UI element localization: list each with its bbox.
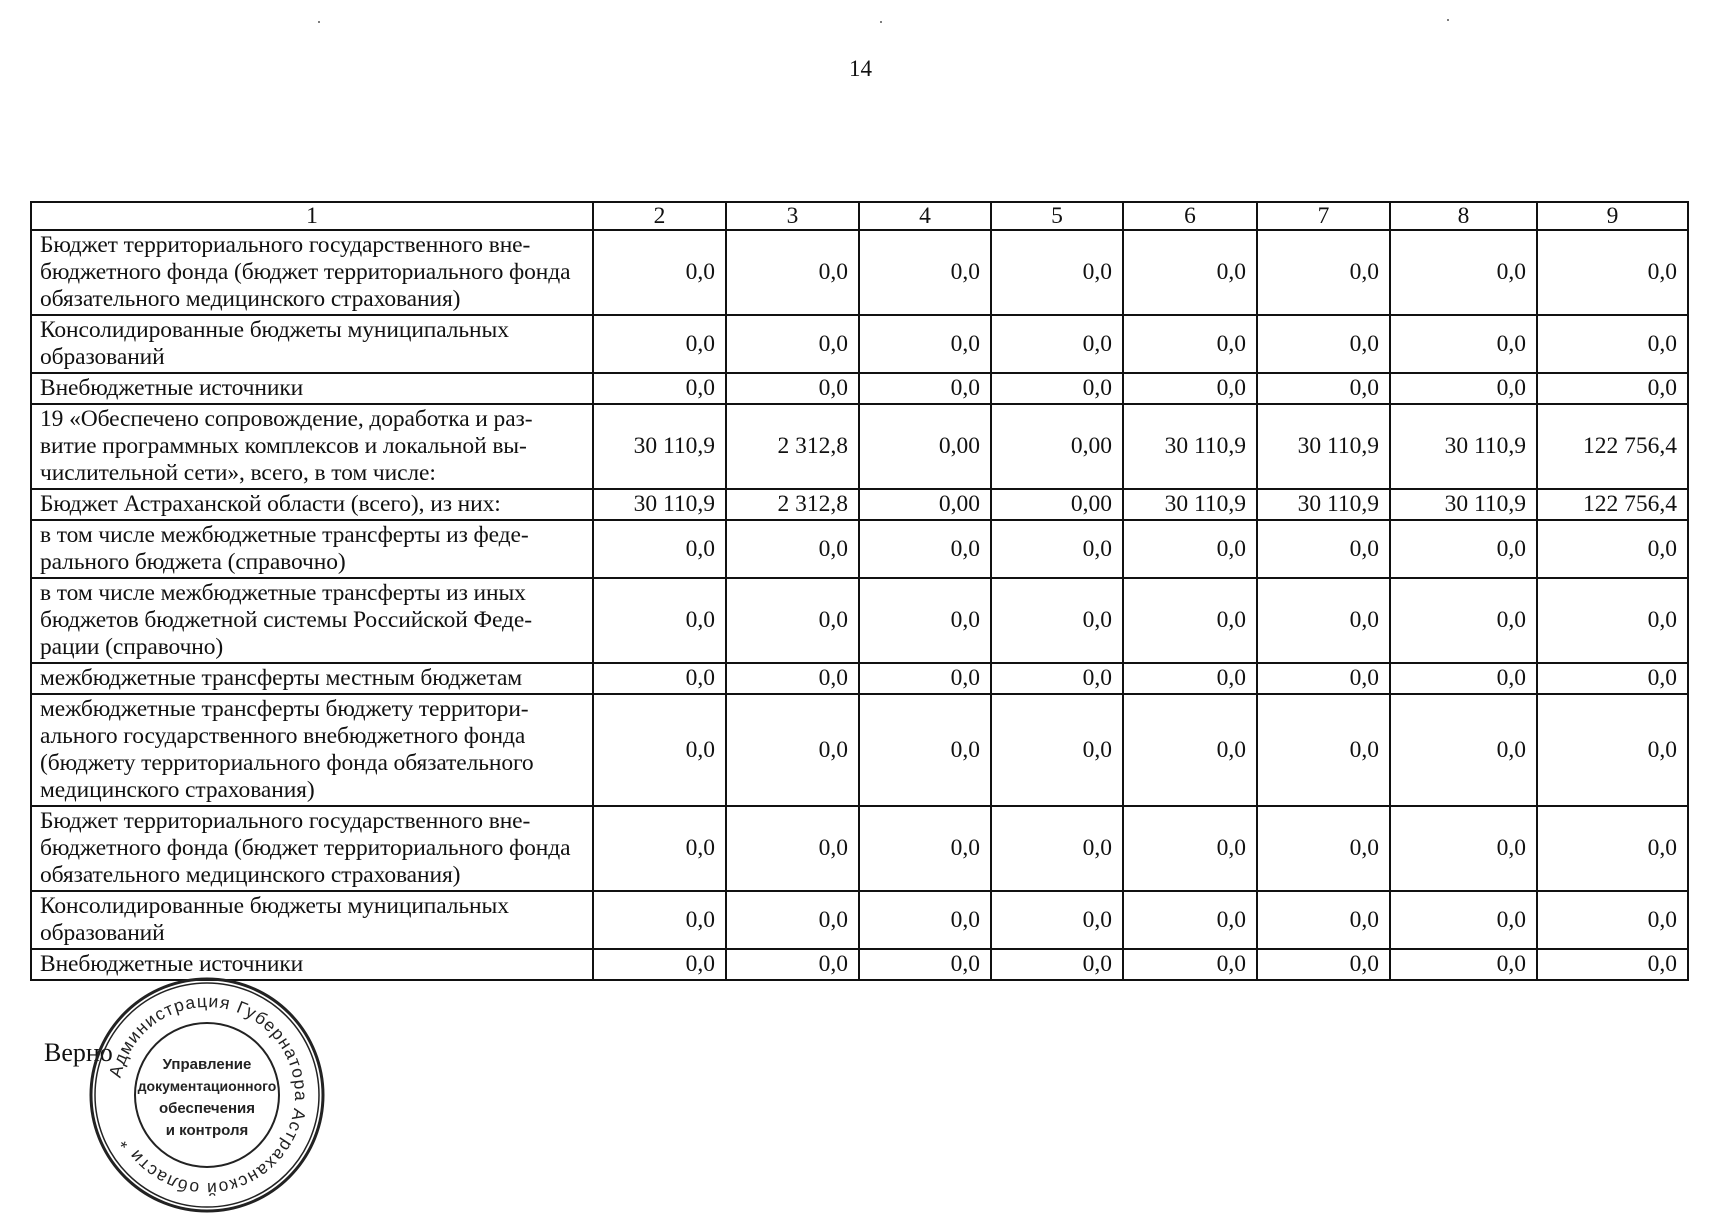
column-header: 8	[1390, 202, 1537, 230]
row-value-cell: 0,0	[859, 230, 991, 315]
row-value-cell: 0,0	[1390, 891, 1537, 949]
table-header-row	[31, 202, 1688, 230]
row-label: Бюджет территориального государственного вне-бюджетного фонда (бюджет территориального фонда обязательного медицинского страхования)	[31, 230, 593, 315]
row-value-cell: 0,0	[1123, 663, 1257, 694]
column-header: 7	[1257, 202, 1390, 230]
row-value-cell: 0,0	[991, 230, 1123, 315]
row-value-cell: 0,0	[593, 373, 726, 404]
official-stamp	[88, 976, 326, 1214]
row-value-cell: 0,0	[1537, 230, 1688, 315]
row-value-cell: 0,0	[859, 949, 991, 980]
table-row	[31, 806, 1688, 891]
row-value-cell: 0,0	[726, 373, 859, 404]
row-value-cell: 30 110,9	[1257, 404, 1390, 489]
row-value-cell: 0,0	[1537, 806, 1688, 891]
row-value-cell: 0,0	[1257, 578, 1390, 663]
row-value-cell: 0,0	[1390, 578, 1537, 663]
row-value-cell: 0,0	[726, 230, 859, 315]
row-value-cell: 0,0	[859, 663, 991, 694]
row-value-cell: 122 756,4	[1537, 404, 1688, 489]
row-value-cell: 0,0	[859, 373, 991, 404]
scan-speck	[1447, 19, 1449, 21]
row-value-cell: 2 312,8	[726, 404, 859, 489]
row-value-cell: 0,0	[1257, 891, 1390, 949]
row-value-cell: 0,0	[1257, 949, 1390, 980]
row-label: в том числе межбюджетные трансферты из феде-рального бюджета (справочно)	[31, 520, 593, 578]
row-value-cell: 0,0	[1123, 315, 1257, 373]
table-row	[31, 578, 1688, 663]
row-value-cell: 30 110,9	[593, 404, 726, 489]
row-value-cell: 0,00	[859, 489, 991, 520]
row-value-cell: 0,0	[1257, 373, 1390, 404]
row-value-cell: 0,0	[1537, 694, 1688, 806]
stamp-outer-ring	[91, 979, 323, 1211]
row-label: Бюджет территориального государственного вне-бюджетного фонда (бюджет территориального фонда обязательного медицинского страхования)	[31, 806, 593, 891]
row-value-cell: 0,0	[593, 694, 726, 806]
row-value-cell: 0,0	[1390, 315, 1537, 373]
row-value-cell: 0,0	[859, 694, 991, 806]
column-header: 1	[31, 202, 593, 230]
row-value-cell: 30 110,9	[1390, 404, 1537, 489]
row-value-cell: 0,00	[991, 489, 1123, 520]
row-value-cell: 0,0	[859, 578, 991, 663]
table-body	[31, 230, 1688, 980]
row-value-cell: 0,0	[991, 373, 1123, 404]
row-label: в том числе межбюджетные трансферты из иных бюджетов бюджетной системы Российской Феде-рации (справочно)	[31, 578, 593, 663]
row-value-cell: 30 110,9	[1390, 489, 1537, 520]
row-value-cell: 0,0	[726, 315, 859, 373]
row-value-cell: 0,0	[991, 520, 1123, 578]
row-value-cell: 0,0	[1123, 578, 1257, 663]
table-row	[31, 891, 1688, 949]
row-value-cell: 0,0	[1390, 806, 1537, 891]
table-row	[31, 694, 1688, 806]
stamp-outer-ring-inner	[95, 983, 319, 1207]
row-label: Внебюджетные источники	[31, 949, 593, 980]
row-value-cell: 0,0	[1390, 663, 1537, 694]
row-value-cell: 0,0	[991, 578, 1123, 663]
row-value-cell: 0,0	[991, 806, 1123, 891]
column-header: 4	[859, 202, 991, 230]
scan-speck	[318, 21, 320, 23]
row-value-cell: 0,0	[726, 663, 859, 694]
row-value-cell: 0,0	[1537, 578, 1688, 663]
row-value-cell: 0,0	[1123, 949, 1257, 980]
row-value-cell: 0,0	[859, 806, 991, 891]
row-label: Консолидированные бюджеты муниципальных образований	[31, 891, 593, 949]
row-value-cell: 0,0	[726, 578, 859, 663]
row-value-cell: 30 110,9	[1123, 404, 1257, 489]
row-value-cell: 0,0	[991, 315, 1123, 373]
row-value-cell: 0,0	[859, 891, 991, 949]
row-value-cell: 0,0	[1123, 806, 1257, 891]
stamp-center-line: обеспечения	[158, 1100, 256, 1117]
row-label: 19 «Обеспечено сопровождение, доработка и раз-витие программных комплексов и локальной вы-числительной сети», всего, в том числе:	[31, 404, 593, 489]
row-value-cell: 0,0	[1257, 806, 1390, 891]
table-row	[31, 373, 1688, 404]
row-value-cell: 0,0	[859, 315, 991, 373]
row-value-cell: 0,0	[726, 806, 859, 891]
table-row	[31, 230, 1688, 315]
row-value-cell: 0,0	[726, 520, 859, 578]
row-value-cell: 0,0	[1123, 694, 1257, 806]
row-value-cell: 0,0	[1390, 373, 1537, 404]
row-value-cell: 0,0	[726, 949, 859, 980]
row-value-cell: 0,0	[859, 520, 991, 578]
page-number: 14	[849, 56, 872, 81]
row-value-cell: 0,0	[1257, 315, 1390, 373]
row-value-cell: 30 110,9	[1257, 489, 1390, 520]
stamp-center-line: документационного	[137, 1078, 277, 1094]
row-label: межбюджетные трансферты местным бюджетам	[31, 663, 593, 694]
verno-text: Верно	[44, 1038, 113, 1067]
table-row	[31, 404, 1688, 489]
row-value-cell: 0,0	[1123, 520, 1257, 578]
column-header: 2	[593, 202, 726, 230]
row-value-cell: 0,0	[1390, 520, 1537, 578]
row-value-cell: 0,0	[991, 694, 1123, 806]
budget-table	[30, 201, 1689, 981]
table-row	[31, 489, 1688, 520]
row-value-cell: 0,0	[593, 315, 726, 373]
row-value-cell: 0,0	[593, 230, 726, 315]
row-label: Бюджет Астраханской области (всего), из них:	[31, 489, 593, 520]
table-row	[31, 663, 1688, 694]
row-value-cell: 0,0	[1537, 949, 1688, 980]
scan-speck	[880, 21, 882, 23]
row-value-cell: 0,0	[1537, 315, 1688, 373]
row-value-cell: 0,0	[1257, 520, 1390, 578]
column-header: 5	[991, 202, 1123, 230]
column-header: 3	[726, 202, 859, 230]
row-value-cell: 0,0	[593, 578, 726, 663]
row-value-cell: 0,0	[593, 663, 726, 694]
row-value-cell: 0,0	[593, 949, 726, 980]
row-label: Консолидированные бюджеты муниципальных образований	[31, 315, 593, 373]
stamp-ring-textpath: Администрация Губернатора Астраханской области *	[104, 990, 312, 1200]
row-value-cell: 0,0	[1257, 230, 1390, 315]
row-value-cell: 0,0	[593, 891, 726, 949]
row-value-cell: 0,0	[991, 663, 1123, 694]
column-header: 6	[1123, 202, 1257, 230]
table-row	[31, 315, 1688, 373]
row-value-cell: 0,0	[1123, 373, 1257, 404]
row-value-cell: 0,0	[726, 694, 859, 806]
stamp-inner-ring	[135, 1023, 279, 1167]
row-value-cell: 0,0	[1537, 520, 1688, 578]
row-value-cell: 0,0	[1123, 230, 1257, 315]
table-row	[31, 520, 1688, 578]
row-value-cell: 0,0	[593, 806, 726, 891]
row-value-cell: 122 756,4	[1537, 489, 1688, 520]
row-value-cell: 0,00	[859, 404, 991, 489]
row-value-cell: 0,0	[1537, 891, 1688, 949]
row-value-cell: 0,0	[1390, 949, 1537, 980]
row-value-cell: 0,00	[991, 404, 1123, 489]
row-value-cell: 0,0	[991, 891, 1123, 949]
row-value-cell: 2 312,8	[726, 489, 859, 520]
row-value-cell: 30 110,9	[593, 489, 726, 520]
row-value-cell: 0,0	[1257, 663, 1390, 694]
row-value-cell: 0,0	[1123, 891, 1257, 949]
row-value-cell: 0,0	[1390, 230, 1537, 315]
row-value-cell: 0,0	[1537, 663, 1688, 694]
row-label: Внебюджетные источники	[31, 373, 593, 404]
row-value-cell: 0,0	[1537, 373, 1688, 404]
row-value-cell: 0,0	[991, 949, 1123, 980]
row-value-cell: 0,0	[1257, 694, 1390, 806]
stamp-center-line: Управление	[162, 1056, 252, 1073]
row-label: межбюджетные трансферты бюджету территори-ального государственного внебюджетного фонда (бюджету территориального фонда обязательного медицинского страхования)	[31, 694, 593, 806]
column-header: 9	[1537, 202, 1688, 230]
row-value-cell: 0,0	[593, 520, 726, 578]
row-value-cell: 30 110,9	[1123, 489, 1257, 520]
row-value-cell: 0,0	[726, 891, 859, 949]
stamp-center-line: и контроля	[165, 1122, 249, 1139]
row-value-cell: 0,0	[1390, 694, 1537, 806]
